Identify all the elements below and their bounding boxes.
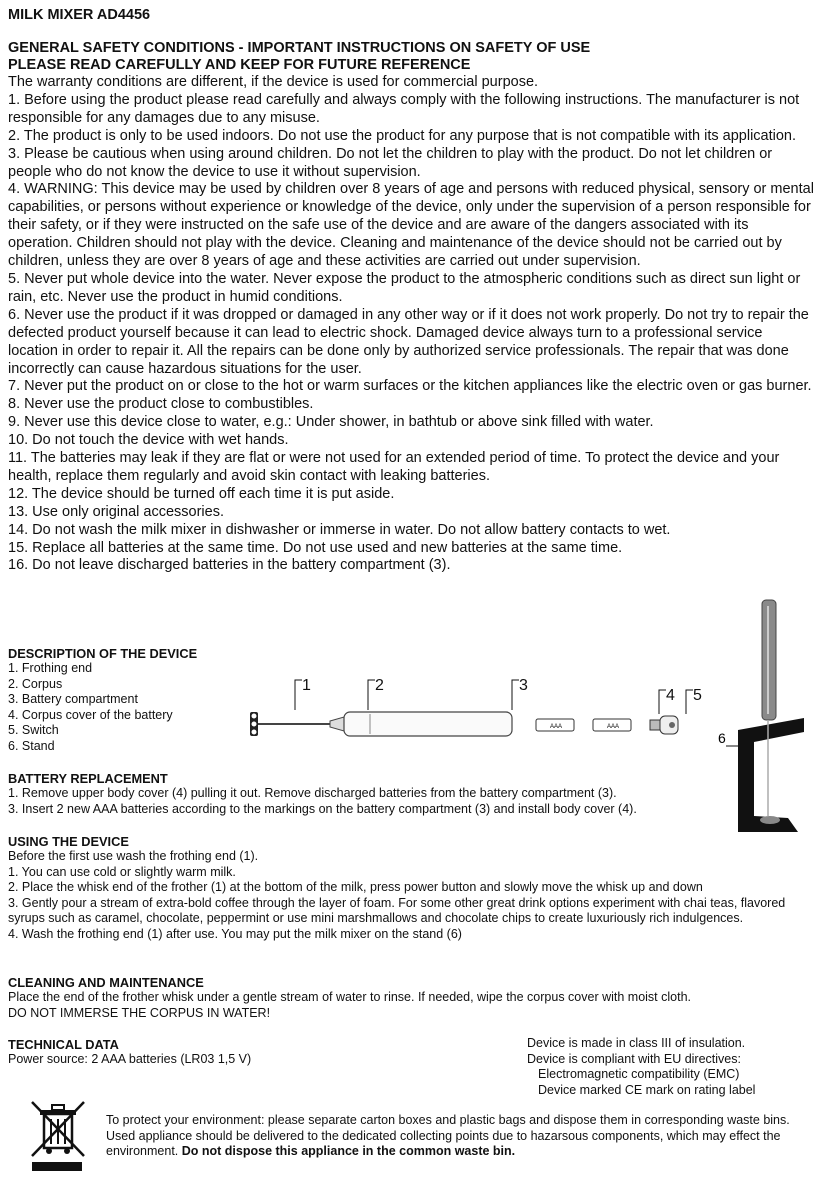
compliance-line: Device is made in class III of insulation. <box>527 1036 746 1050</box>
safety-item: 2. The product is only to be used indoors. Do not use the product for any purpose that is not compatible with its application. <box>8 127 797 144</box>
safety-subheading: PLEASE READ CAREFULLY AND KEEP FOR FUTURE REFERENCE <box>8 57 471 73</box>
device-description <box>8 646 238 755</box>
safety-item: 5. Never put whole device into the water. Never expose the product to the atmospheric conditions such as direct sun light or rain, etc. Never use the product in humid conditions. <box>8 270 801 305</box>
safety-item: 7. Never put the product on or close to the hot or warm surfaces or the kitchen appliances like the electric oven or gas burner. <box>8 378 812 395</box>
battery-illustration <box>536 719 631 731</box>
document-title: MILK MIXER AD4456 <box>8 7 151 23</box>
using-line: 3. Gently pour a stream of extra-bold coffee through the layer of foam. For some other great drink options experiment with chai teas, flavored syrups such as caramel, chocolate, peppermint or use mini marshmallows and chocolate chips to create luxuriously rich indulgences. <box>8 895 786 926</box>
part-item: 5. Switch <box>8 723 59 738</box>
battery-label: AAA <box>550 724 563 730</box>
battery-line: 3. Insert 2 new AAA batteries according to the markings on the battery compartment (3) and install body cover (4). <box>8 801 637 816</box>
label-6: 6 <box>718 730 726 746</box>
warranty-note: The warranty conditions are different, if the device is used for commercial purpose. <box>8 74 539 90</box>
battery-label: AAA <box>607 724 620 730</box>
label-4: 4 <box>666 687 675 704</box>
technical-heading: TECHNICAL DATA <box>8 1037 119 1052</box>
environment-notice <box>106 1113 816 1160</box>
part-item: 4. Corpus cover of the battery <box>8 707 173 722</box>
compliance-line: Device is compliant with EU directives: <box>527 1051 741 1066</box>
environment-warning: Do not dispose this appliance in the common waste bin. <box>181 1144 516 1159</box>
battery-line: 1. Remove upper body cover (4) pulling it out. Remove discharged batteries from the battery compartment (3). <box>8 786 617 800</box>
corpus-illustration <box>330 712 512 736</box>
device-diagram <box>240 676 730 756</box>
cleaning-line: Place the end of the frother whisk under a gentle stream of water to rinse. If needed, wipe the corpus cover with moist cloth. <box>8 990 691 1004</box>
safety-item: 16. Do not leave discharged batteries in the battery compartment (3). <box>8 557 451 574</box>
using-line: 4. Wash the frothing end (1) after use. You may put the milk mixer on the stand (6) <box>8 926 462 941</box>
part-item: 6. Stand <box>8 738 55 753</box>
compliance-line: Device marked CE mark on rating label <box>538 1082 756 1097</box>
compliance-line: Electromagnetic compatibility (EMC) <box>538 1067 740 1082</box>
label-3: 3 <box>519 677 528 694</box>
cover-illustration <box>650 716 678 734</box>
safety-item: 12. The device should be turned off each time it is put aside. <box>8 485 395 502</box>
environment-text: To protect your environment: please separate carton boxes and plastic bags and dispose them in corresponding waste bins. Used appliance should be delivered to the dedicated collecting points due to hazarsous components, which may effect the environment. <box>106 1113 790 1159</box>
technical-section <box>8 1037 508 1068</box>
cleaning-heading: CLEANING AND MAINTENANCE <box>8 975 204 990</box>
compliance-block <box>527 1036 817 1098</box>
part-item: 1. Frothing end <box>8 661 93 675</box>
safety-section <box>8 6 814 575</box>
safety-item: 9. Never use this device close to water, e.g.: Under shower, in bathtub or above sink filled with water. <box>8 414 654 431</box>
label-2: 2 <box>375 677 384 694</box>
safety-item: 14. Do not wash the milk mixer in dishwasher or immerse in water. Do not allow battery contacts to wet. <box>8 521 671 538</box>
safety-item: 15. Replace all batteries at the same time. Do not use used and new batteries at the same time. <box>8 539 623 556</box>
power-source: Power source: 2 AAA batteries (LR03 1,5 V) <box>8 1052 252 1066</box>
using-section <box>8 834 814 943</box>
safety-item: 6. Never use the product if it was dropped or damaged in any other way or if it does not work properly. Do not try to repair the defected product yourself because it can lead to electric shock. Damaged device always turn to a professional service location in order to repair it. All the repairs can be done only by authorized service professionals. The repair that was done incorrectly can cause hazardous situations for the user. <box>8 306 809 377</box>
safety-item: 3. Please be cautious when using around children. Do not let the children to play with the product. Do not let children or people who do not know the device to use it without supervision. <box>8 145 773 180</box>
part-item: 3. Battery compartment <box>8 692 138 707</box>
safety-heading: GENERAL SAFETY CONDITIONS - IMPORTANT INSTRUCTIONS ON SAFETY OF USE <box>8 40 591 56</box>
safety-item: 1. Before using the product please read carefully and always comply with the following instructions. The manufacturer is not responsible for any damages due to any misuse. <box>8 91 800 126</box>
safety-item: 10. Do not touch the device with wet hands. <box>8 432 289 449</box>
using-line: Before the first use wash the frothing end (1). <box>8 849 259 863</box>
safety-item: 11. The batteries may leak if they are flat or were not used for an extended period of time. To protect the device and your health, replace them regularly and avoid skin contact with leaking batteries. <box>8 450 780 484</box>
safety-item: 4. WARNING: This device may be used by children over 8 years of age and persons with reduced physical, sensory or mental capabilities, or persons without experience or knowledge of the device, only under the supervision of a person responsible for their safety, or if they were instructed on the safe use of the device and are aware of the dangers associated with its operation. Children should not play with the device. Cleaning and maintenance of the device should not be carried out by children, unless they are over 8 years of age and these activities are carried out under supervision. <box>8 181 814 270</box>
using-heading: USING THE DEVICE <box>8 834 129 849</box>
frothing-end-illustration <box>250 712 330 736</box>
battery-section <box>8 771 814 817</box>
label-1: 1 <box>302 677 311 694</box>
description-heading: DESCRIPTION OF THE DEVICE <box>8 646 198 661</box>
cleaning-line: DO NOT IMMERSE THE CORPUS IN WATER! <box>8 1005 271 1020</box>
crossed-bin-icon <box>30 1100 86 1172</box>
cleaning-section <box>8 975 814 1021</box>
label-5: 5 <box>693 687 702 704</box>
using-line: 2. Place the whisk end of the frother (1) at the bottom of the milk, press power button and slowly move the whisk up and down <box>8 880 703 895</box>
battery-heading: BATTERY REPLACEMENT <box>8 771 168 786</box>
using-line: 1. You can use cold or slightly warm milk. <box>8 864 236 879</box>
safety-item: 13. Use only original accessories. <box>8 503 224 520</box>
safety-list <box>8 92 814 575</box>
part-item: 2. Corpus <box>8 676 63 691</box>
safety-item: 8. Never use the product close to combustibles. <box>8 396 314 413</box>
